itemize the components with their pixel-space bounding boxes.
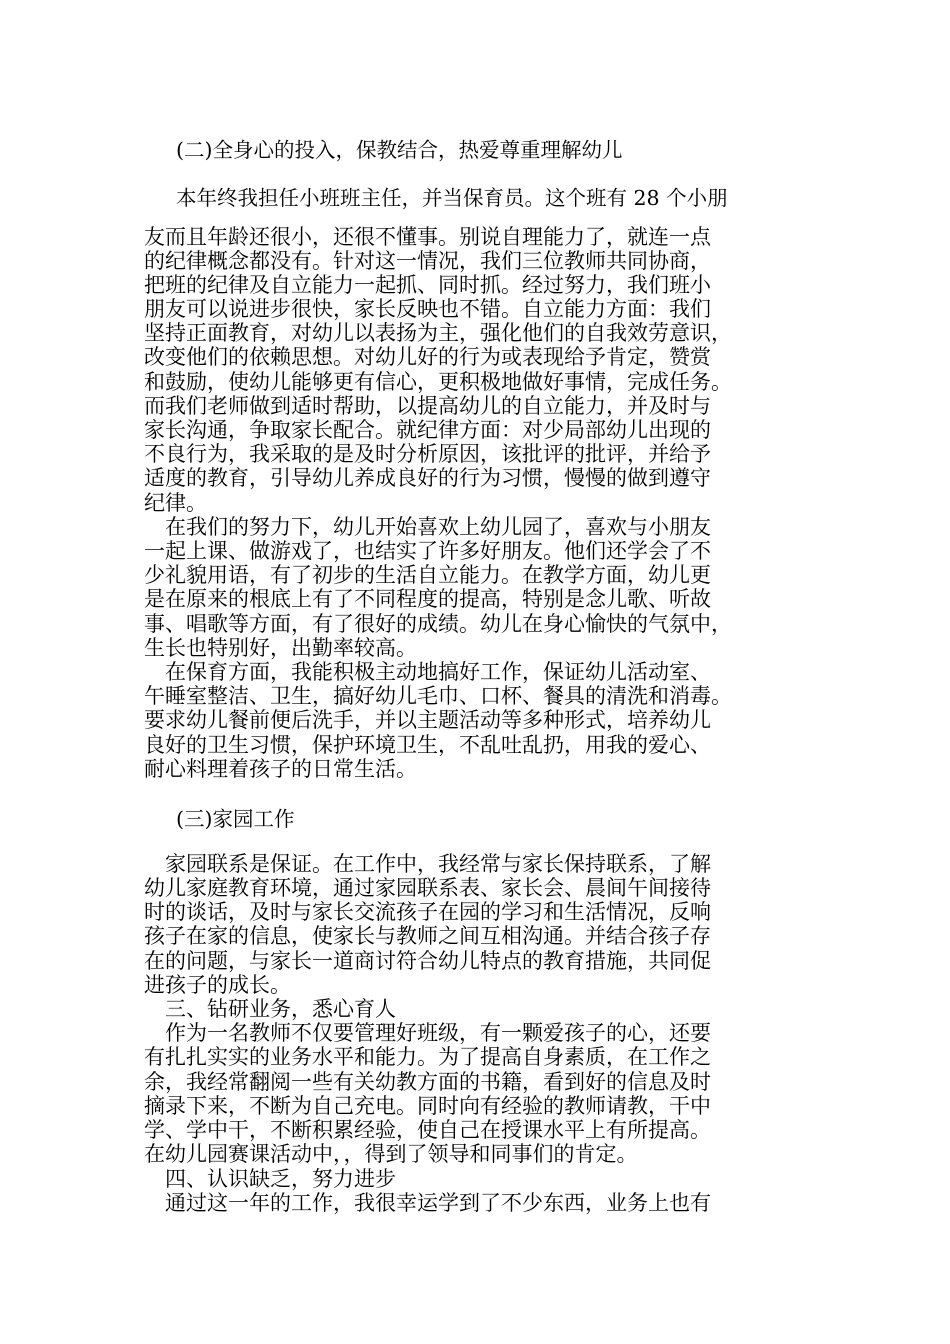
paragraph-3-line: 良好的卫生习惯，保护环境卫生，不乱吐乱扔，用我的爱心、	[144, 733, 711, 757]
paragraph-3-line: 午睡室整洁、卫生，搞好幼儿毛巾、口杯、餐具的清洗和消毒。	[144, 684, 732, 708]
paragraph-1-line: 纪律。	[144, 491, 207, 515]
paragraph-1-line: 的纪律概念都没有。针对这一情况，我们三位教师共同协商，	[144, 249, 711, 273]
paragraph-3-line: 耐心料理着孩子的日常生活。	[144, 757, 417, 781]
paragraph-4-line: 家园联系是保证。在工作中，我经常与家长保持联系，了解	[144, 852, 711, 876]
paragraph-1-line: 坚持正面教育，对幼儿以表扬为主，强化他们的自我效劳意识，	[144, 321, 732, 345]
paragraph-2-line: 生长也特别好，出勤率较高。	[144, 636, 417, 660]
paragraph-4-line: 孩子在家的信息，使家长与教师之间互相沟通。并结合孩子存	[144, 924, 711, 948]
paragraph-2-line: 少礼貌用语，有了初步的生活自立能力。在教学方面，幼儿更	[144, 563, 711, 587]
paragraph-1-line: 不良行为，我采取的是及时分析原因，该批评的批评，并给予	[144, 442, 711, 466]
paragraph-2-line: 一起上课、做游戏了，也结实了许多好朋友。他们还学会了不	[144, 539, 711, 563]
paragraph-2-line: 是在原来的根底上有了不同程度的提高，特别是念儿歌、听故	[144, 587, 711, 611]
paragraph-1-line: 改变他们的依赖思想。对幼儿好的行为或表现给予肯定，赞赏	[144, 345, 711, 369]
section-heading-four: 四、认识缺乏，努力进步	[144, 1167, 396, 1191]
intro-line: 本年终我担任小班班主任，并当保育员。这个班有 28 个小朋	[176, 186, 728, 210]
paragraph-2-line: 事、唱歌等方面，有了很好的成绩。幼儿在身心愉快的气氛中，	[144, 612, 732, 636]
paragraph-5-line: 学、学中干，不断积累经验，使自己在授课水平上有所提高。	[144, 1118, 711, 1142]
section-heading-three: 三、钻研业务，悉心育人	[144, 997, 396, 1021]
paragraph-4-line: 时的谈话，及时与家长交流孩子在园的学习和生活情况，反响	[144, 900, 711, 924]
paragraph-4-line: 幼儿家庭教育环境，通过家园联系表、家长会、晨间午间接待	[144, 876, 711, 900]
paragraph-5-line: 余，我经常翻阅一些有关幼教方面的书籍，看到好的信息及时	[144, 1070, 711, 1094]
paragraph-1-line: 把班的纪律及自立能力一起抓、同时抓。经过努力，我们班小	[144, 273, 711, 297]
paragraph-5-line: 摘录下来，不断为自己充电。同时向有经验的教师请教，干中	[144, 1094, 711, 1118]
section-heading-3: (三)家园工作	[176, 807, 295, 831]
paragraph-5-line: 作为一名教师不仅要管理好班级，有一颗爱孩子的心，还要	[144, 1021, 711, 1045]
paragraph-1-line: 适度的教育，引导幼儿养成良好的行为习惯，慢慢的做到遵守	[144, 466, 711, 490]
paragraph-1-line: 友而且年龄还很小，还很不懂事。别说自理能力了，就连一点	[144, 225, 711, 249]
paragraph-5-line: 有扎扎实实的业务水平和能力。为了提高自身素质，在工作之	[144, 1045, 711, 1069]
paragraph-3-line: 要求幼儿餐前便后洗手，并以主题活动等多种形式，培养幼儿	[144, 708, 711, 732]
paragraph-1-line: 朋友可以说进步很快，家长反映也不错。自立能力方面：我们	[144, 297, 711, 321]
paragraph-1-line: 和鼓励，使幼儿能够更有信心，更积极地做好事情，完成任务。	[144, 370, 732, 394]
paragraph-4-line: 进孩子的成长。	[144, 973, 291, 997]
paragraph-6-line: 通过这一年的工作，我很幸运学到了不少东西，业务上也有	[144, 1191, 711, 1215]
paragraph-1-line: 而我们老师做到适时帮助，以提高幼儿的自立能力，并及时与	[144, 394, 711, 418]
paragraph-3-line: 在保育方面，我能积极主动地搞好工作，保证幼儿活动室、	[144, 660, 711, 684]
paragraph-1-line: 家长沟通，争取家长配合。就纪律方面：对少局部幼儿出现的	[144, 418, 711, 442]
section-heading-2: (二)全身心的投入，保教结合，热爱尊重理解幼儿	[176, 138, 623, 162]
paragraph-5-line: 在幼儿园赛课活动中，，得到了领导和同事们的肯定。	[144, 1142, 638, 1166]
paragraph-4-line: 在的问题，与家长一道商讨符合幼儿特点的教育措施，共同促	[144, 949, 711, 973]
paragraph-2-line: 在我们的努力下，幼儿开始喜欢上幼儿园了，喜欢与小朋友	[144, 515, 711, 539]
